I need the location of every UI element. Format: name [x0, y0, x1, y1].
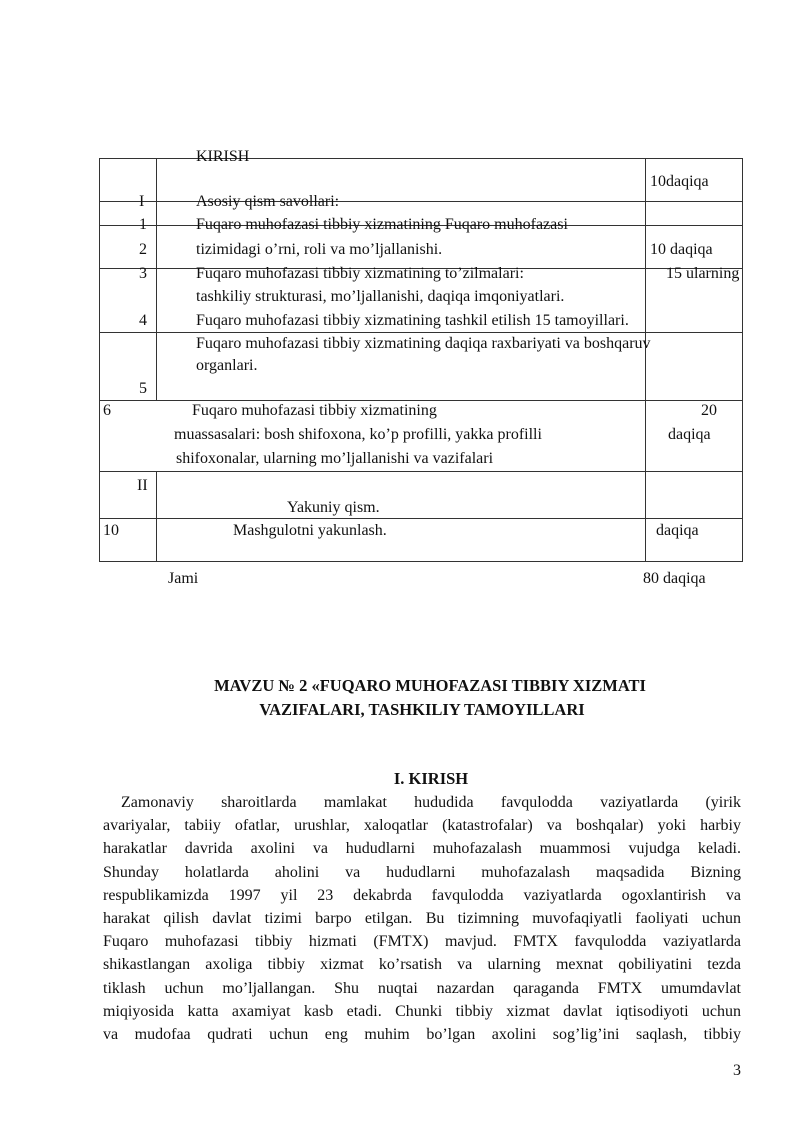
table-cell-text: tizimidagi o’rni, roli va mo’ljallanishi. — [196, 241, 443, 258]
total-value: 80 daqiqa — [643, 570, 706, 587]
table-cell-time: 15 ularning — [666, 265, 740, 282]
table-cell-number: 2 — [139, 241, 147, 258]
table-border-right — [742, 158, 743, 561]
table-cell-number: 4 — [139, 312, 147, 329]
topic-heading-line-2: VAZIFALARI, TASHKILIY TAMOYILLARI — [259, 700, 585, 719]
paragraph-line: Shunday holatlarda aholini va hududlarni muhofazalash maqsadida Bizning — [103, 863, 741, 881]
table-column-divider — [156, 158, 157, 400]
table-row-divider — [99, 518, 743, 519]
paragraph-line: miqiyosida katta axamiyat kasb etadi. Chunki tibbiy xizmat davlat iqtisodiyoti uchun — [103, 1002, 741, 1020]
intro-paragraph — [103, 791, 741, 1046]
table-cell-number: 10 — [103, 522, 119, 539]
table-border-bottom — [99, 561, 743, 562]
table-border-left — [99, 158, 100, 561]
table-cell-number: 1 — [139, 216, 147, 233]
paragraph-line: va mudofaa qudrati uchun eng muhim bo’lgan axolini sog’lig’ini saqlash, tibbiy — [103, 1026, 741, 1044]
paragraph-line: shikastlangan axoliga tibbiy xizmat ko’rsatish va ularning mexnat qobiliyatini tezda — [103, 956, 741, 974]
table-cell-text: Fuqaro muhofazasi tibbiy xizmatining Fuqaro muhofazasi — [196, 216, 568, 233]
paragraph-line: Fuqaro muhofazasi tibbiy hizmati (FMTX) mavjud. FMTX favqulodda vaziyatlarda — [103, 933, 741, 951]
table-cell-number: I — [139, 193, 145, 210]
table-cell-text: Fuqaro muhofazasi tibbiy xizmatining daqiqa raxbariyati va boshqaruv — [196, 335, 651, 352]
table-cell-text: tashkiliy strukturasi, mo’ljallanishi, daqiqa imqoniyatlari. — [196, 288, 565, 305]
table-cell-text: organlari. — [196, 357, 258, 374]
section-heading: I. KIRISH — [393, 769, 469, 788]
table-cell-text: Fuqaro muhofazasi tibbiy xizmatining — [192, 402, 437, 419]
paragraph-line: tiklash uchun mo’ljallangan. Shu nuqtai nazardan qaraganda FMTX umumdavlat — [103, 979, 741, 997]
table-cell-text: Fuqaro muhofazasi tibbiy xizmatining tashkil etilish 15 tamoyillari. — [196, 312, 629, 329]
table-cell-text: KIRISH — [196, 148, 250, 165]
table-row-divider — [99, 471, 743, 472]
table-cell-text: shifoxonalar, ularning mo’ljallanishi va vazifalari — [176, 450, 494, 467]
table-column-divider — [156, 471, 157, 561]
paragraph-line: harakat qilish davlat tizimi barpo etilgan. Bu tizimning muvofaqiyatli faoliyati uchun — [103, 910, 741, 928]
paragraph-line: respublikamizda 1997 yil 23 dekabrda favqulodda vaziyatlarda ogoxlantirish va — [103, 886, 741, 904]
table-cell-number: 5 — [139, 380, 147, 397]
table-cell-number: II — [137, 477, 148, 494]
table-cell-text: Mashgulotni yakunlash. — [233, 522, 387, 539]
table-cell-number: 6 — [103, 402, 111, 419]
page-number: 3 — [733, 1062, 741, 1079]
table-cell-time: daqiqa — [668, 426, 711, 443]
table-cell-number: 3 — [139, 265, 147, 282]
table-cell-text: Asosiy qism savollari: — [196, 193, 340, 210]
table-cell-text: Fuqaro muhofazasi tibbiy xizmatining to’zilmalari: — [196, 265, 524, 282]
topic-heading-line-1: MAVZU № 2 «FUQARO MUHOFAZASI TIBBIY XIZMATI — [214, 676, 646, 695]
table-cell-time: 10 daqiqa — [650, 241, 713, 258]
table-cell-time: 20 — [701, 402, 717, 419]
paragraph-line: avariyalar, tabiiy ofatlar, urushlar, xaloqatlar (katastrofalar) va boshqalar) yoki harbiy — [103, 817, 741, 835]
table-column-divider — [645, 158, 646, 561]
table-cell-time: 10daqiqa — [650, 173, 709, 190]
paragraph-line: harakatlar davrida axolini va hududlarni muhofazalash muammosi vujudga keladi. — [103, 840, 741, 858]
paragraph-line: Zamonaviy sharoitlarda mamlakat hududida favqulodda vaziyatlarda (yirik — [121, 794, 741, 811]
table-cell-text: Yakuniy qism. — [287, 499, 380, 516]
table-cell-time: daqiqa — [656, 522, 699, 539]
total-label: Jami — [168, 570, 199, 587]
table-cell-text: muassasalari: bosh shifoxona, ko’p profilli, yakka profilli — [174, 426, 542, 443]
